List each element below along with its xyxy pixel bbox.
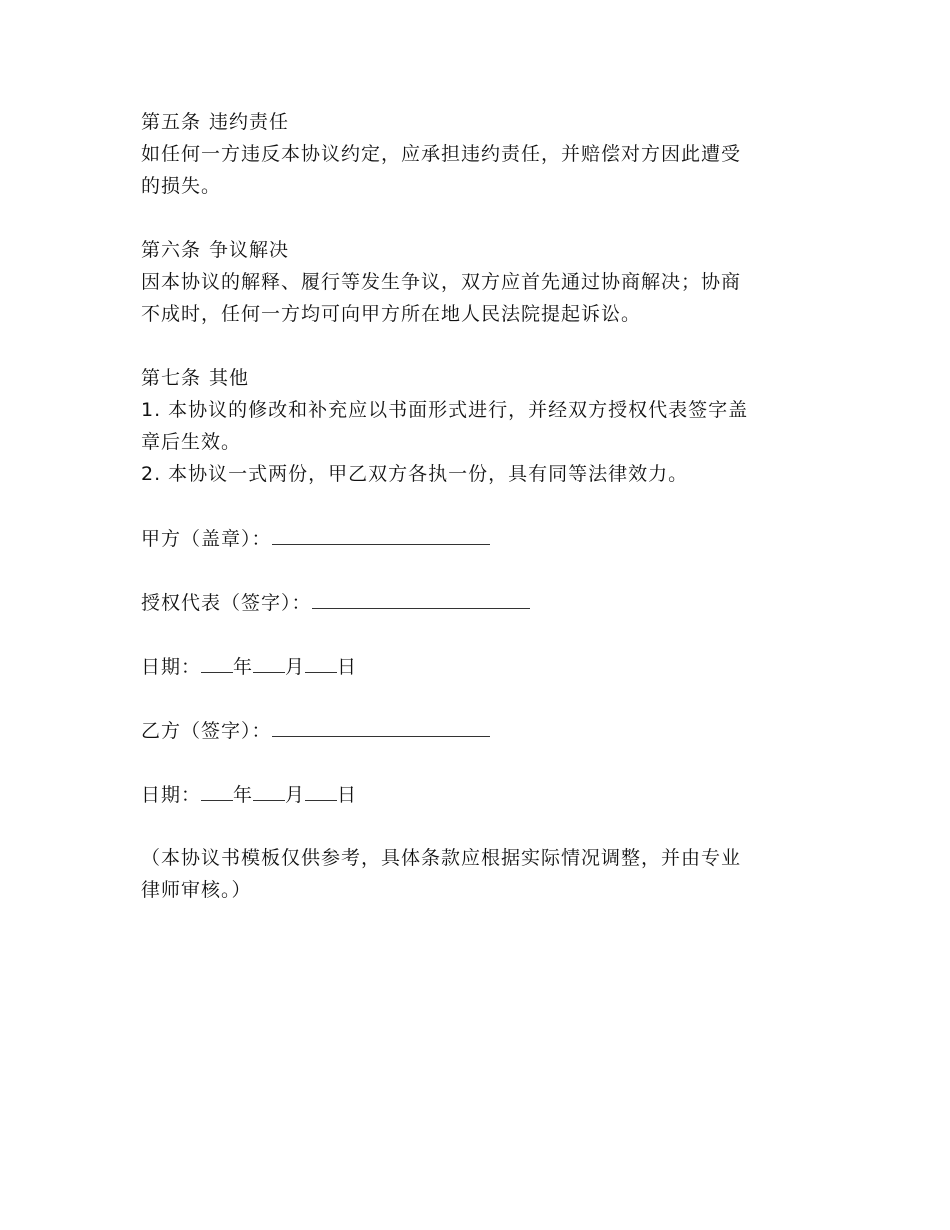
date-line-1 (141, 650, 821, 682)
note-line-2: 律师审核。） (141, 879, 252, 901)
article-6 (141, 234, 821, 330)
year-label: 年 (233, 656, 254, 678)
month-label: 月 (285, 784, 306, 806)
article-5-number: 第五条 (141, 111, 202, 133)
month-blank (253, 650, 285, 673)
party-a-seal-line (141, 522, 821, 554)
month-blank (253, 778, 285, 801)
article-7 (141, 362, 821, 490)
date-label: 日期： (141, 656, 202, 678)
article-6-line-1: 因本协议的解释、履行等发生争议，双方应首先通过协商解决；协商 (141, 271, 742, 293)
article-6-heading (141, 234, 821, 266)
article-7-line-2: 章后生效。 (141, 431, 242, 453)
day-blank (305, 650, 337, 673)
article-7-line-3: 2. 本协议一式两份，甲乙双方各执一份，具有同等法律效力。 (141, 463, 689, 485)
article-6-line-2: 不成时，任何一方均可向甲方所在地人民法院提起诉讼。 (141, 303, 642, 325)
party-b-signature-blank (272, 714, 490, 737)
party-b-label: 乙方（签字）： (141, 720, 272, 742)
article-5-title: 违约责任 (209, 111, 290, 133)
authorized-rep-line (141, 586, 821, 618)
year-label: 年 (233, 784, 254, 806)
article-7-title: 其他 (209, 367, 250, 389)
authorized-rep-signature-blank (312, 586, 530, 609)
article-6-title: 争议解决 (209, 239, 290, 261)
day-label: 日 (337, 784, 358, 806)
article-5-line-2: 的损失。 (141, 175, 222, 197)
article-6-number: 第六条 (141, 239, 202, 261)
party-b-signature-line (141, 714, 821, 746)
document-body (141, 106, 821, 906)
authorized-rep-label: 授权代表（签字）： (141, 592, 312, 614)
date-label: 日期： (141, 784, 202, 806)
party-a-seal-blank (272, 522, 490, 545)
day-label: 日 (337, 656, 358, 678)
year-blank (201, 778, 233, 801)
party-a-label: 甲方（盖章）： (141, 528, 272, 550)
year-blank (201, 650, 233, 673)
article-5-heading (141, 106, 821, 138)
article-5 (141, 106, 821, 202)
article-7-heading (141, 362, 821, 394)
day-blank (305, 778, 337, 801)
template-note (141, 842, 821, 906)
date-line-2 (141, 778, 821, 810)
note-line-1: （本协议书模板仅供参考，具体条款应根据实际情况调整，并由专业 (141, 847, 742, 869)
article-7-line-1: 1. 本协议的修改和补充应以书面形式进行，并经双方授权代表签字盖 (141, 399, 749, 421)
month-label: 月 (285, 656, 306, 678)
article-5-line-1: 如任何一方违反本协议约定，应承担违约责任，并赔偿对方因此遭受 (141, 143, 742, 165)
article-7-number: 第七条 (141, 367, 202, 389)
